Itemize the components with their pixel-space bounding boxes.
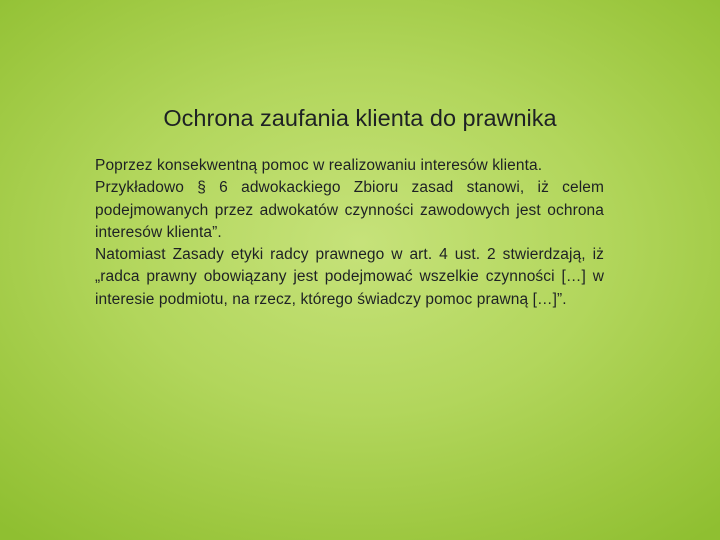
slide-title: Ochrona zaufania klienta do prawnika <box>163 105 557 131</box>
body-paragraph-2: Przykładowo § 6 adwokackiego Zbioru zasad stanowi, iż celem podejmowanych przez adwokatów czynności zawodowych jest ochrona interesów klienta”. <box>95 179 604 241</box>
slide-body <box>95 155 604 311</box>
body-paragraph-3: Natomiast Zasady etyki radcy prawnego w art. 4 ust. 2 stwierdzają, iż „radca prawny obowiązany jest podejmować wszelkie czynności […] w interesie podmiotu, na rzecz, którego świadczy pomoc prawną […]”. <box>95 246 604 308</box>
body-paragraph-1: Poprzez konsekwentną pomoc w realizowaniu interesów klienta. <box>95 157 543 174</box>
